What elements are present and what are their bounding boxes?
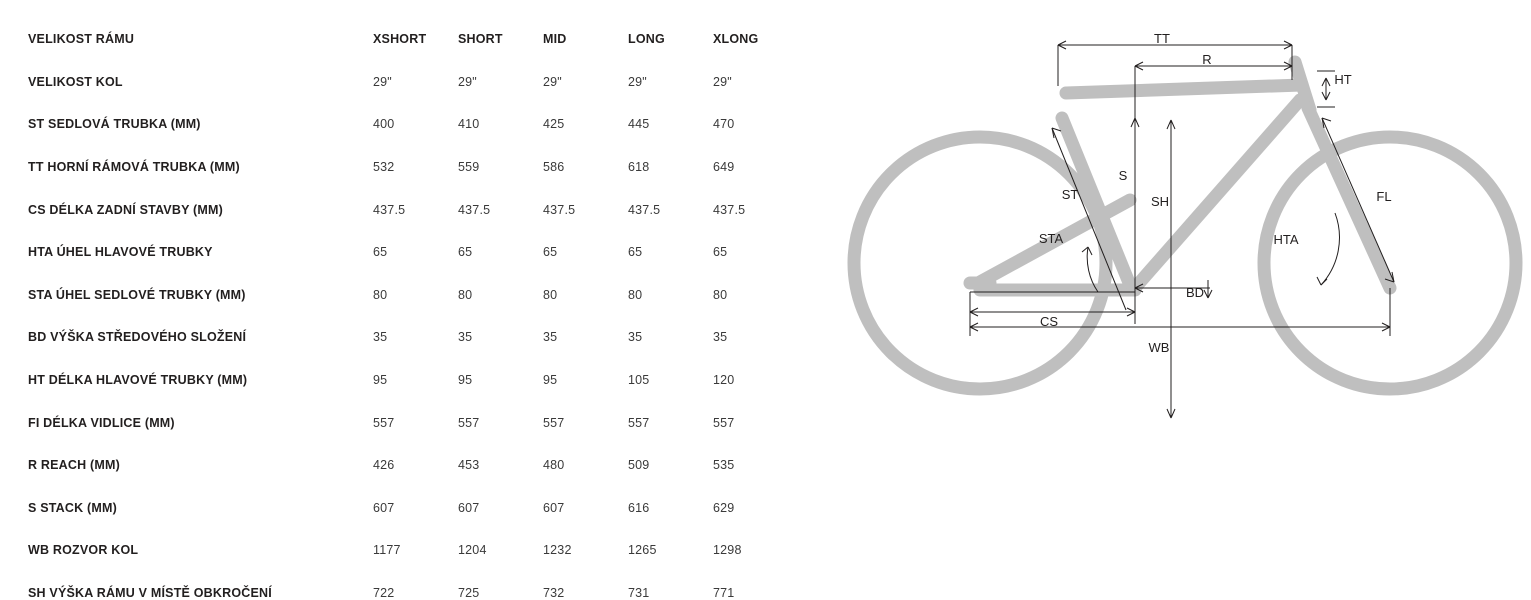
rear-wheel-icon [854, 137, 1106, 389]
row-value: 607 [543, 500, 565, 515]
row-value: 80 [628, 287, 643, 302]
row-value: 1177 [373, 543, 401, 558]
row-value: 29" [458, 74, 477, 89]
row-value: 559 [458, 160, 480, 175]
row-value: 65 [458, 245, 473, 260]
row-value: 65 [628, 245, 643, 260]
row-value: 35 [458, 330, 473, 345]
row-label: STA ÚHEL SEDLOVÉ TRUBKY (MM) [28, 287, 246, 302]
row-value: 509 [628, 458, 650, 473]
row-value: 35 [373, 330, 388, 345]
row-value: 618 [628, 160, 650, 175]
row-value: 725 [458, 586, 480, 600]
header-size-long: LONG [628, 32, 665, 47]
table-head [28, 18, 798, 61]
row-value: 35 [628, 330, 643, 345]
row-value: 437.5 [713, 202, 746, 217]
row-label: FI DÉLKA VIDLICE (MM) [28, 415, 175, 430]
label-bd: BD [1185, 285, 1205, 300]
row-value: 120 [713, 373, 735, 388]
row-value: 437.5 [373, 202, 406, 217]
row-value: 480 [543, 458, 565, 473]
row-value: 722 [373, 586, 395, 600]
label-st: ST [1061, 187, 1079, 202]
row-value: 532 [373, 160, 395, 175]
table-row [28, 401, 798, 444]
header-size-xlong: XLONG [713, 32, 759, 47]
front-wheel-icon [1264, 137, 1516, 389]
table-row [28, 529, 798, 572]
row-value: 80 [373, 287, 388, 302]
row-value: 35 [713, 330, 728, 345]
label-hta: HTA [1273, 232, 1299, 247]
row-label: CS DÉLKA ZADNÍ STAVBY (MM) [28, 202, 224, 217]
table-row [28, 61, 798, 104]
row-label: HTA ÚHEL HLAVOVÉ TRUBKY [28, 245, 213, 260]
row-value: 35 [543, 330, 558, 345]
row-value: 1204 [458, 543, 487, 558]
table-body [28, 61, 798, 600]
row-value: 1265 [628, 543, 657, 558]
row-value: 616 [628, 500, 650, 515]
table-row [28, 103, 798, 146]
row-value: 557 [373, 415, 395, 430]
row-label: R REACH (MM) [28, 458, 120, 473]
label-cs: CS [1039, 314, 1059, 329]
table-row [28, 572, 798, 600]
row-value: 470 [713, 117, 735, 132]
row-value: 437.5 [458, 202, 491, 217]
row-value: 557 [543, 415, 565, 430]
row-label: S STACK (MM) [28, 500, 117, 515]
table-row [28, 274, 798, 317]
row-value: 65 [373, 245, 388, 260]
header-size-xshort: XSHORT [373, 32, 427, 47]
row-label: HT DÉLKA HLAVOVÉ TRUBKY (MM) [28, 373, 248, 388]
row-value: 771 [713, 586, 735, 600]
table-row [28, 316, 798, 359]
row-value: 629 [713, 500, 735, 515]
row-value: 557 [628, 415, 650, 430]
row-value: 437.5 [543, 202, 576, 217]
table-row [28, 444, 798, 487]
row-value: 29" [373, 74, 392, 89]
row-label: WB ROZVOR KOL [28, 543, 139, 558]
top-tube [1066, 85, 1302, 93]
row-label: BD VÝŠKA STŘEDOVÉHO SLOŽENÍ [28, 330, 247, 345]
table-row [28, 231, 798, 274]
row-value: 1232 [543, 543, 572, 558]
row-value: 95 [373, 373, 388, 388]
header-size-short: SHORT [458, 32, 503, 47]
bike-geometry-diagram [830, 0, 1531, 600]
row-value: 649 [713, 160, 735, 175]
table-row [28, 359, 798, 402]
row-value: 80 [458, 287, 473, 302]
row-value: 400 [373, 117, 395, 132]
table-header-row [28, 18, 798, 61]
bike-frame-graphic [854, 62, 1516, 389]
row-label: ST SEDLOVÁ TRUBKA (MM) [28, 117, 201, 132]
label-ht: HT [1334, 72, 1352, 87]
row-value: 731 [628, 586, 650, 600]
row-value: 1298 [713, 543, 742, 558]
row-value: 95 [458, 373, 473, 388]
row-value: 445 [628, 117, 650, 132]
row-label: VELIKOST KOL [28, 74, 123, 89]
label-s: S [1118, 168, 1128, 183]
row-value: 535 [713, 458, 735, 473]
row-value: 65 [713, 245, 728, 260]
row-value: 557 [713, 415, 735, 430]
table-row [28, 146, 798, 189]
label-sta: STA [1038, 231, 1064, 246]
header-size-mid: MID [543, 32, 567, 47]
row-value: 80 [543, 287, 558, 302]
label-fl: FL [1376, 189, 1392, 204]
label-r: R [1202, 52, 1212, 67]
row-label: TT HORNÍ RÁMOVÁ TRUBKA (MM) [28, 160, 240, 175]
row-value: 425 [543, 117, 565, 132]
row-value: 105 [628, 373, 650, 388]
row-value: 437.5 [628, 202, 661, 217]
row-label: SH VÝŠKA RÁMU V MÍSTĚ OBKROČENÍ [28, 586, 272, 600]
row-value: 95 [543, 373, 558, 388]
geometry-table [28, 18, 798, 600]
row-value: 453 [458, 458, 480, 473]
row-value: 607 [458, 500, 480, 515]
row-value: 29" [543, 74, 562, 89]
table-row [28, 487, 798, 530]
row-value: 557 [458, 415, 480, 430]
row-value: 65 [543, 245, 558, 260]
row-value: 410 [458, 117, 480, 132]
table-row [28, 188, 798, 231]
row-value: 80 [713, 287, 728, 302]
row-value: 29" [713, 74, 732, 89]
row-value: 732 [543, 586, 565, 600]
row-value: 586 [543, 160, 565, 175]
row-value: 607 [373, 500, 395, 515]
row-value: 29" [628, 74, 647, 89]
label-tt: TT [1154, 31, 1170, 46]
row-value: 426 [373, 458, 395, 473]
label-sh: SH [1150, 194, 1170, 209]
header-frame-size: VELIKOST RÁMU [28, 32, 135, 47]
label-wb: WB [1148, 340, 1170, 355]
